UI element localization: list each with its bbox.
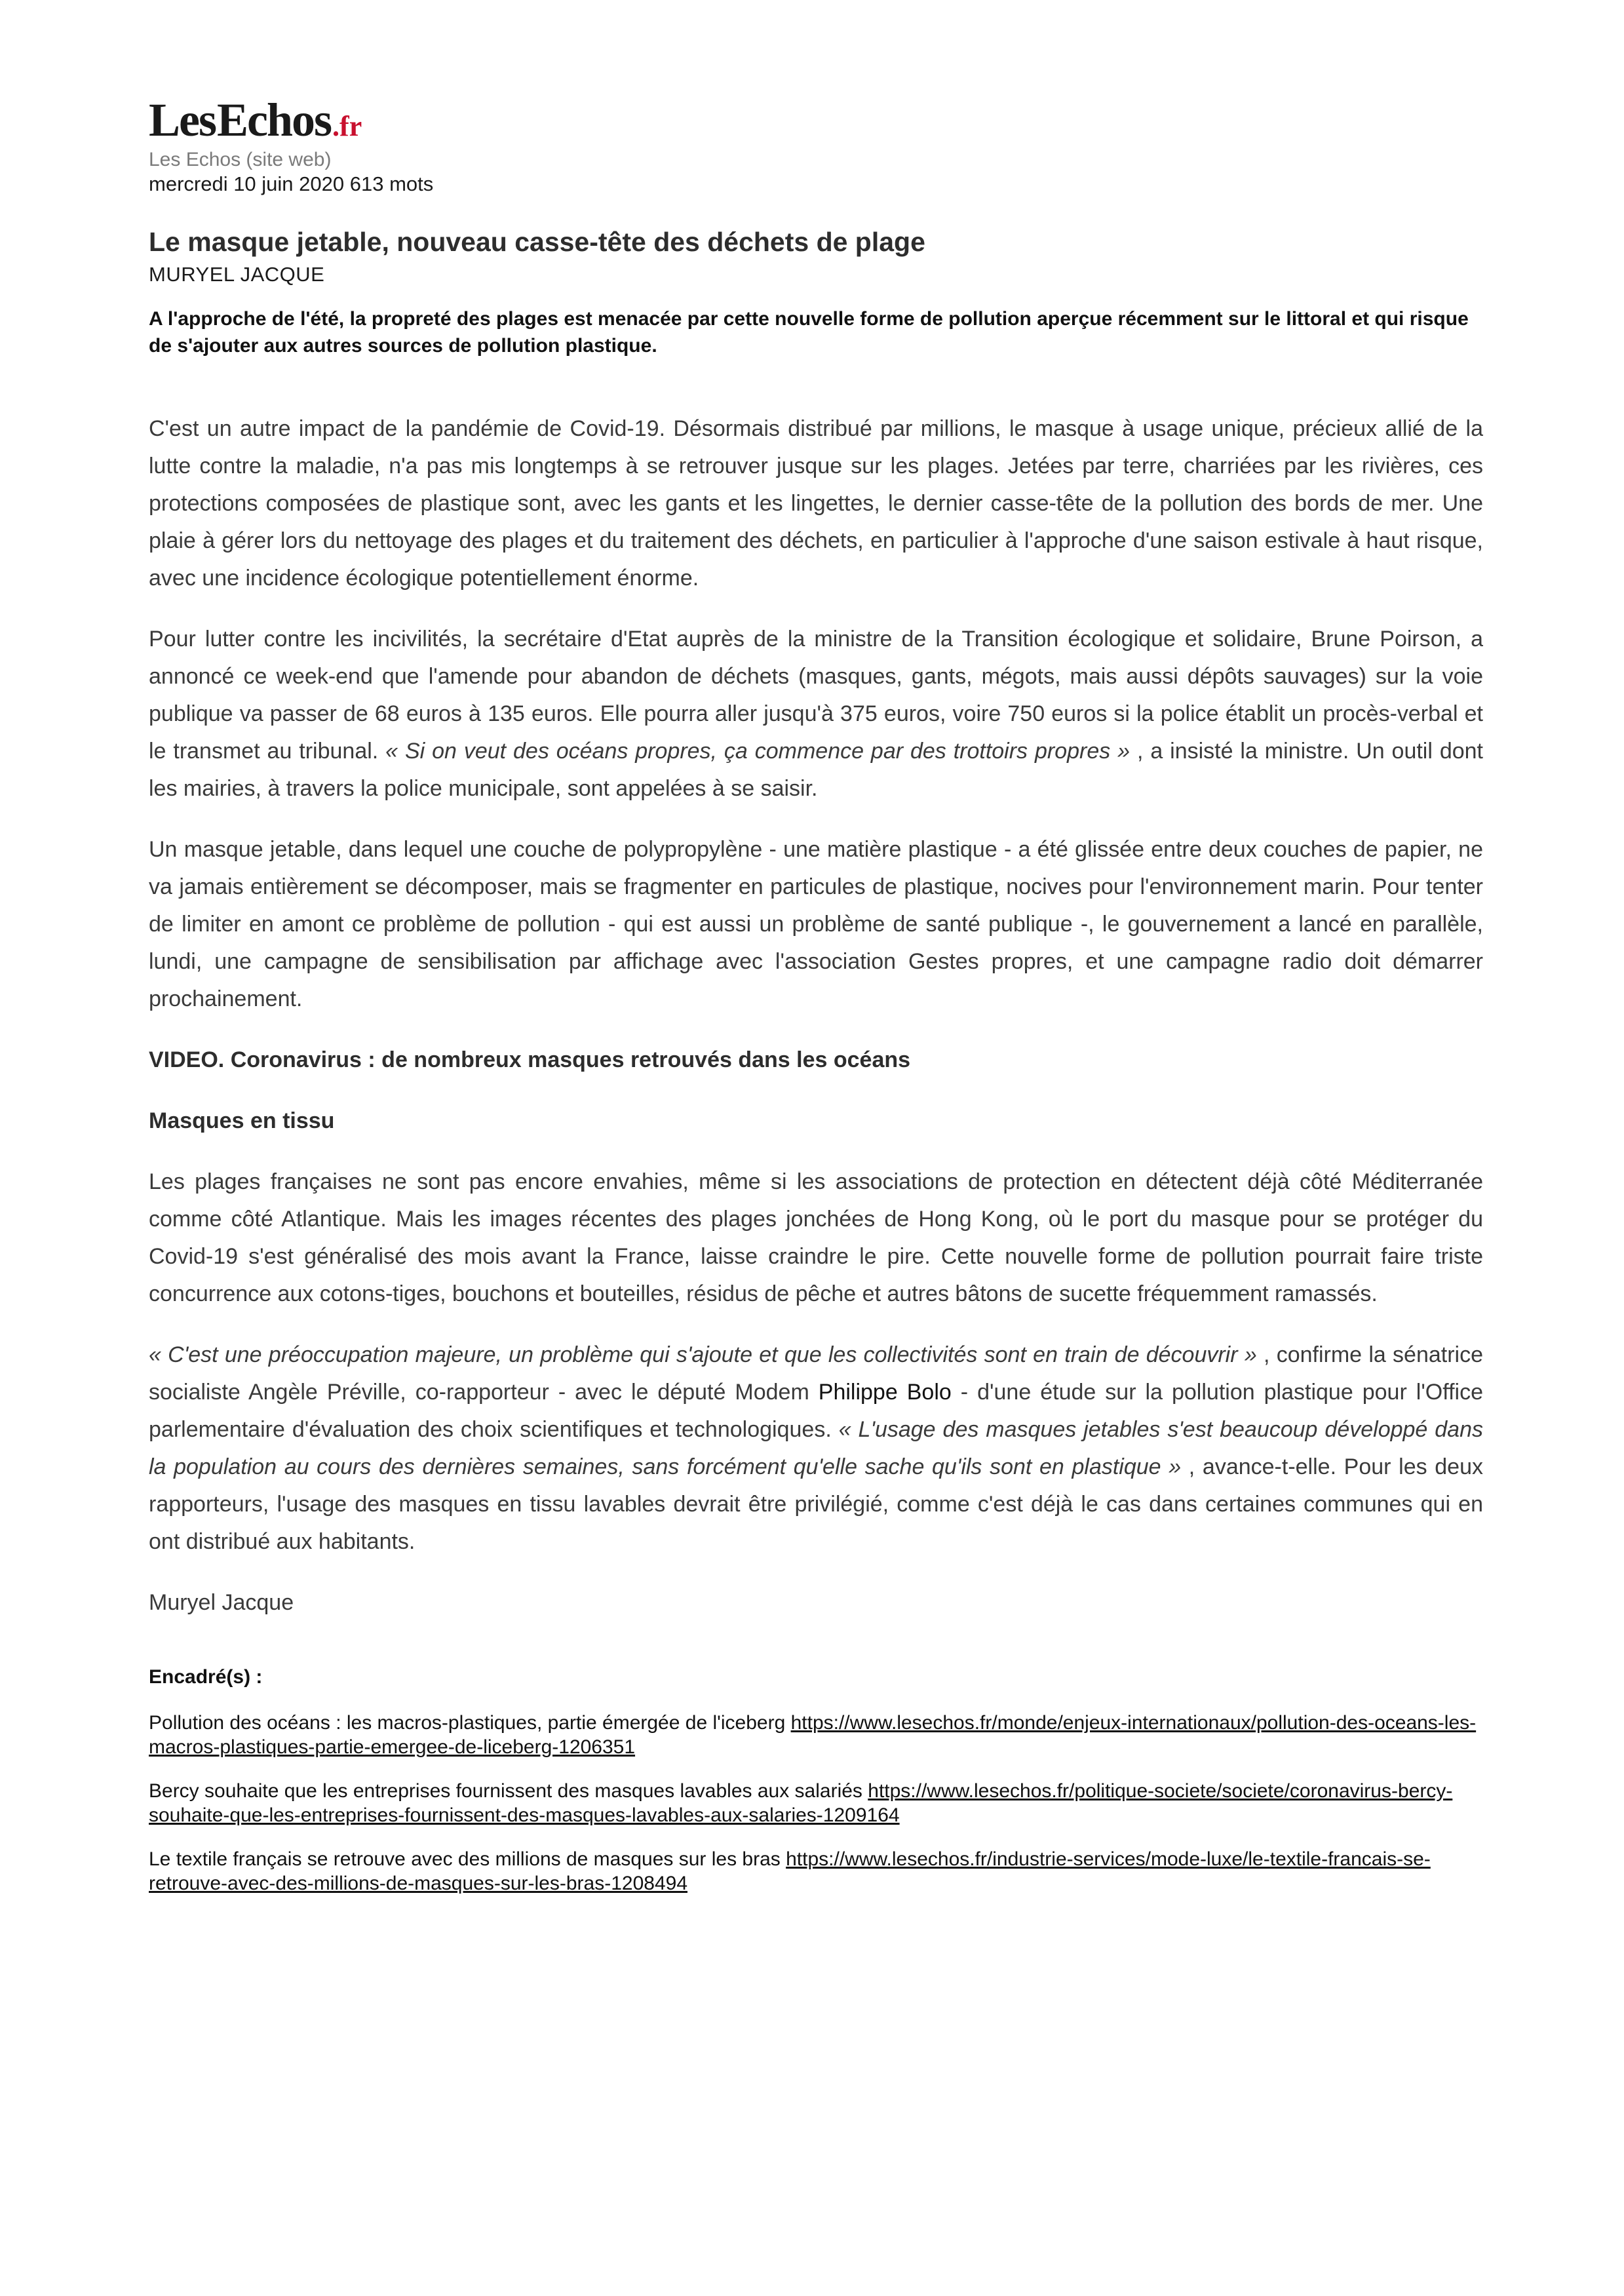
related-link-text: Le textile français se retrouve avec des millions de masques sur les bras <box>149 1848 786 1870</box>
les-echos-logo <box>149 96 1483 144</box>
encadre-section <box>149 1665 1483 1896</box>
document-page <box>149 96 1483 1915</box>
related-link-text: Bercy souhaite que les entreprises fournissent des masques lavables aux salariés <box>149 1780 868 1802</box>
paragraph-2 <box>149 621 1483 807</box>
related-link-item <box>149 1847 1483 1896</box>
logo-fr: .fr <box>332 110 362 142</box>
article-lead: A l'approche de l'été, la propreté des plages est menacée par cette nouvelle forme de pollution aperçue récemment sur le littoral et qui risque de s'ajouter aux autres sources de pollution plastique. <box>149 308 1469 357</box>
article-author: MURYEL JACQUE <box>149 263 325 286</box>
article-signature: Muryel Jacque <box>149 1590 294 1615</box>
encadre-title: Encadré(s) : <box>149 1666 263 1688</box>
logo-les: Les <box>149 94 216 146</box>
paragraph-5-text-b: - d'une étude sur la pollution plastique pour l'Office parlementaire d'évaluation des choix scientifiques et technologiques. <box>149 1380 1483 1442</box>
section-subheading: Masques en tissu <box>149 1108 335 1133</box>
paragraph-5 <box>149 1336 1483 1561</box>
paragraph-2-quote: « Si on veut des océans propres, ça commence par des trottoirs propres » <box>385 739 1131 764</box>
related-link-text: Pollution des océans : les macros-plastiques, partie émergée de l'iceberg <box>149 1712 791 1734</box>
related-link-item <box>149 1711 1483 1759</box>
video-heading: VIDEO. Coronavirus : de nombreux masques retrouvés dans les océans <box>149 1047 911 1072</box>
related-link-item <box>149 1779 1483 1827</box>
paragraph-2-text-b: , a insisté la ministre. Un outil dont les mairies, à travers la police municipale, sont appelées à se saisir. <box>149 739 1483 801</box>
article-body <box>149 410 1483 1622</box>
paragraph-5-text-a: , confirme la sénatrice socialiste Angèle Préville, co-rapporteur - avec le député Modem <box>149 1342 1483 1405</box>
related-link-url[interactable]: https://www.lesechos.fr/monde/enjeux-internationaux/pollution-des-oceans-les-macros-plastiques-partie-emergee-de-liceberg-1206351 <box>149 1712 1477 1758</box>
dateline: mercredi 10 juin 2020 613 mots <box>149 172 434 195</box>
related-link-url[interactable]: https://www.lesechos.fr/politique-societe/societe/coronavirus-bercy-souhaite-que-les-entreprises-fournissent-des-masques-lavables-aux-salaries-1209164 <box>149 1780 1453 1826</box>
paragraph-5-quote-2: « L'usage des masques jetables s'est beaucoup développé dans la population au cours des dernières semaines, sans forcément qu'elle sache qu'ils sont en plastique » <box>149 1417 1483 1479</box>
person-name-link[interactable]: Philippe Bolo <box>818 1380 952 1405</box>
paragraph-5-quote-1: « C'est une préoccupation majeure, un problème qui s'ajoute et que les collectivités sont en train de découvrir » <box>149 1342 1257 1367</box>
logo-echos: Echos <box>217 94 332 146</box>
source-label: Les Echos (site web) <box>149 149 332 170</box>
paragraph-4: Les plages françaises ne sont pas encore envahies, même si les associations de protection en détectent déjà côté Méditerranée comme côté Atlantique. Mais les images récentes des plages jonchées de Hong Kong, où le port du masque pour se protéger du Covid-19 s'est généralisé des mois avant la France, laisse craindre le pire. Cette nouvelle forme de pollution pourrait faire triste concurrence aux cotons-tiges, bouchons et bouteilles, résidus de pêche et autres bâtons de sucette fréquemment ramassés. <box>149 1169 1483 1306</box>
paragraph-1: C'est un autre impact de la pandémie de Covid-19. Désormais distribué par millions, le masque à usage unique, précieux allié de la lutte contre la maladie, n'a pas mis longtemps à se retrouver jusque sur les plages. Jetées par terre, charriées par les rivières, ces protections composées de plastique sont, avec les gants et les lingettes, le dernier casse-tête de la pollution des bords de mer. Une plaie à gérer lors du nettoyage des plages et du traitement des déchets, en particulier à l'approche d'une saison estivale à haut risque, avec une incidence écologique potentiellement énorme. <box>149 416 1483 591</box>
paragraph-2-text-a: Pour lutter contre les incivilités, la secrétaire d'Etat auprès de la ministre de la Transition écologique et solidaire, Brune Poirson, a annoncé ce week-end que l'amende pour abandon de déchets (masques, gants, mégots, mais aussi dépôts sauvages) sur la voie publique va passer de 68 euros à 135 euros. Elle pourra aller jusqu'à 375 euros, voire 750 euros si la police établit un procès-verbal et le transmet au tribunal. <box>149 627 1483 764</box>
related-link-url[interactable]: https://www.lesechos.fr/industrie-services/mode-luxe/le-textile-francais-se-retrouve-avec-des-millions-de-masques-sur-les-bras-1208494 <box>149 1848 1431 1894</box>
paragraph-3: Un masque jetable, dans lequel une couche de polypropylène - une matière plastique - a été glissée entre deux couches de papier, ne va jamais entièrement se décomposer, mais se fragmenter en particules de plastique, nocives pour l'environnement marin. Pour tenter de limiter en amont ce problème de pollution - qui est aussi un problème de santé publique -, le gouvernement a lancé en parallèle, lundi, une campagne de sensibilisation par affichage avec l'association Gestes propres, et une campagne radio doit démarrer prochainement. <box>149 837 1483 1011</box>
article-title: Le masque jetable, nouveau casse-tête des déchets de plage <box>149 227 925 257</box>
paragraph-5-text-c: , avance-t-elle. Pour les deux rapporteurs, l'usage des masques en tissu lavables devrait être privilégié, comme c'est déjà le cas dans certaines communes qui en ont distribué aux habitants. <box>149 1454 1483 1554</box>
